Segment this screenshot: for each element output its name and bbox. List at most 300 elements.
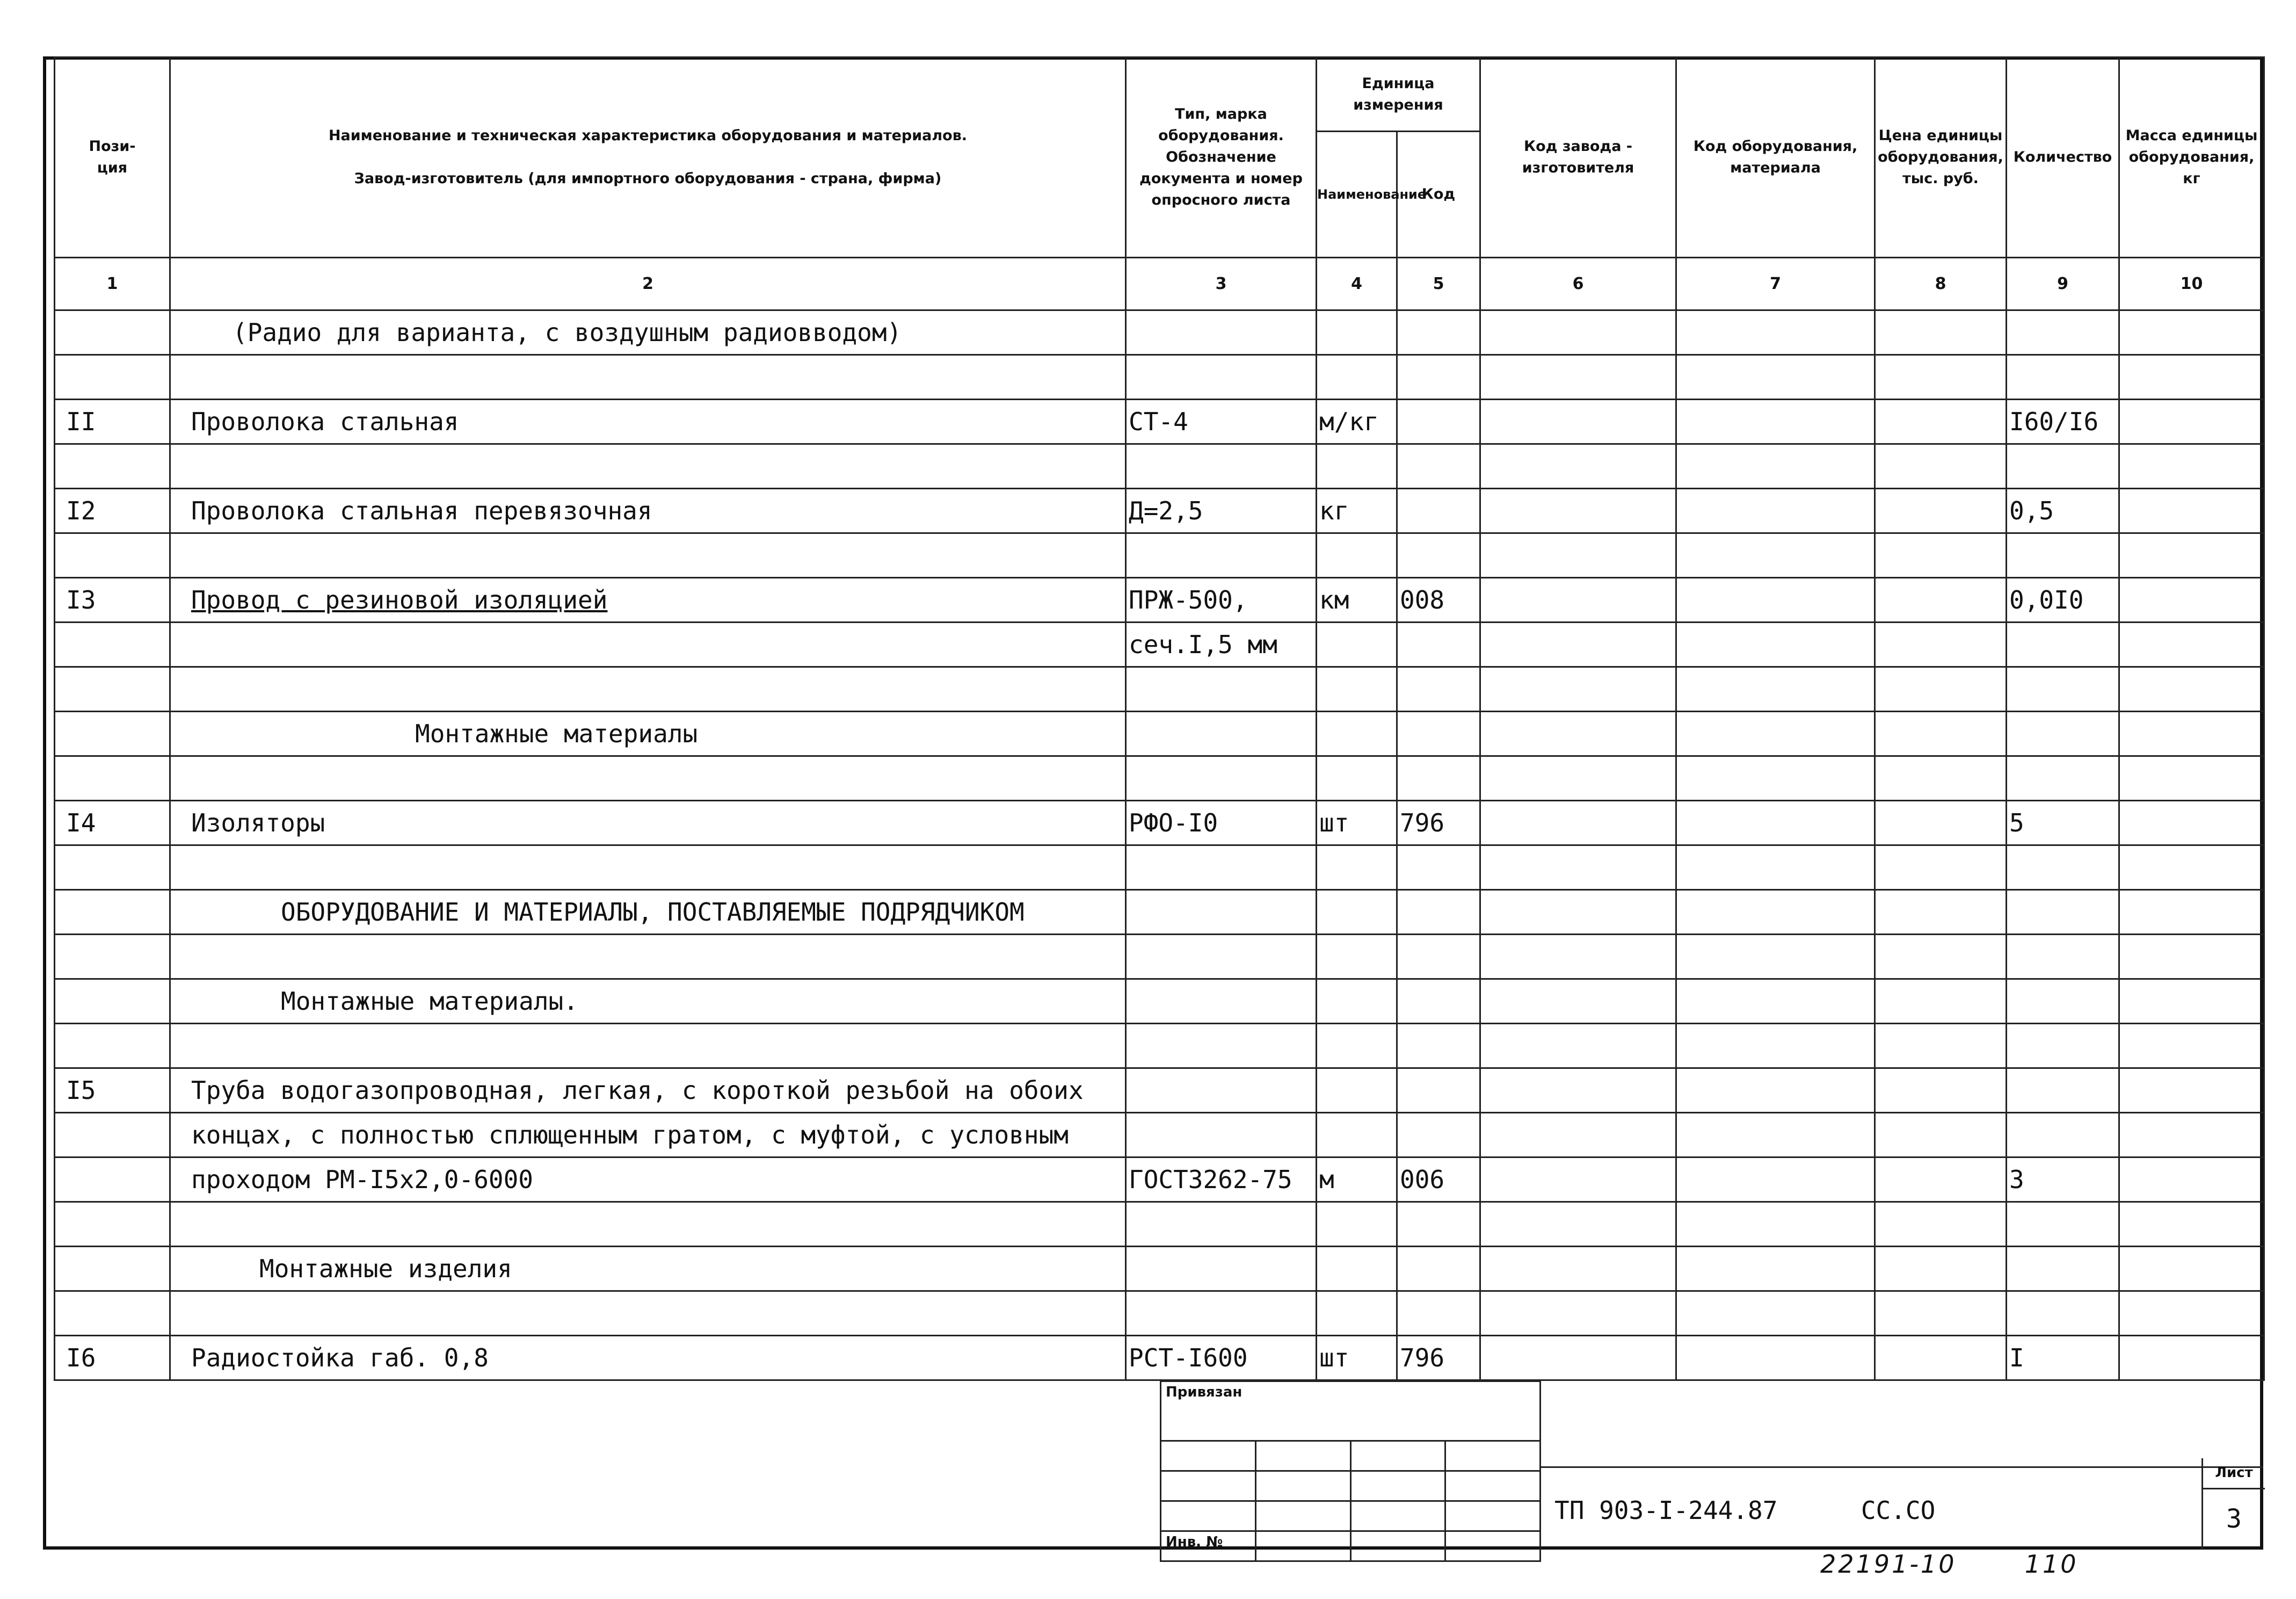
material-code-cell [1676, 979, 1875, 1024]
unit-cell [1317, 444, 1397, 489]
price-cell [1875, 1157, 2007, 1202]
table-row [55, 801, 2264, 845]
table-row [55, 623, 2264, 667]
material-code-cell [1676, 1157, 1875, 1202]
table-row [55, 1068, 2264, 1113]
price-cell [1875, 623, 2007, 667]
material-code-cell [1676, 1247, 1875, 1291]
unit-cell [1317, 890, 1397, 935]
material-code-cell [1676, 1068, 1875, 1113]
table-row [55, 1291, 2264, 1336]
table-row [55, 1024, 2264, 1068]
code-cell [1397, 1202, 1480, 1247]
table-row [55, 935, 2264, 979]
quantity-cell [2007, 845, 2119, 890]
unit-cell [1317, 935, 1397, 979]
type-cell [1126, 310, 1317, 355]
archive-note [1820, 1550, 2079, 1579]
position-cell [55, 1202, 170, 1247]
unit-cell [1317, 1113, 1397, 1157]
factory-code-cell [1480, 1202, 1676, 1247]
material-code-cell [1676, 355, 1875, 400]
material-code-cell [1676, 623, 1875, 667]
price-cell [1875, 890, 2007, 935]
header-mass: Масса единицы оборудования, кг [2119, 57, 2264, 258]
quantity-cell [2007, 1113, 2119, 1157]
header-material-code: Код оборудования, материала [1676, 57, 1875, 258]
price-cell [1875, 578, 2007, 623]
mass-cell [2119, 845, 2264, 890]
name-cell [170, 444, 1126, 489]
quantity-cell [2007, 310, 2119, 355]
table-row [55, 1336, 2264, 1380]
table-row [55, 1247, 2264, 1291]
quantity-cell [2007, 667, 2119, 712]
price-cell [1875, 667, 2007, 712]
price-cell [1875, 935, 2007, 979]
position-cell [55, 979, 170, 1024]
code-cell [1397, 310, 1480, 355]
name-cell [170, 1202, 1126, 1247]
mass-cell [2119, 1113, 2264, 1157]
material-code-cell [1676, 400, 1875, 444]
mass-cell [2119, 801, 2264, 845]
factory-code-cell [1480, 712, 1676, 756]
type-cell [1126, 667, 1317, 712]
table-row [55, 489, 2264, 533]
price-cell [1875, 489, 2007, 533]
code-cell [1397, 1068, 1480, 1113]
quantity-cell: 3 [2007, 1157, 2119, 1202]
position-cell [55, 444, 170, 489]
mass-cell [2119, 667, 2264, 712]
table-row [55, 400, 2264, 444]
price-cell [1875, 1113, 2007, 1157]
sheet-number: 3 [2226, 1504, 2242, 1534]
type-cell [1126, 890, 1317, 935]
code-cell [1397, 667, 1480, 712]
name-cell: Радиостойка габ. 0,8 [170, 1336, 1126, 1380]
type-cell: РФО-I0 [1126, 801, 1317, 845]
table-row [55, 756, 2264, 801]
factory-code-cell [1480, 1024, 1676, 1068]
type-cell: ГОСТ3262-75 [1126, 1157, 1317, 1202]
unit-cell [1317, 1247, 1397, 1291]
unit-cell [1317, 533, 1397, 578]
name-cell: проходом РМ-I5x2,0-6000 [170, 1157, 1126, 1202]
page-number: 110 [2024, 1550, 2079, 1579]
unit-cell: кг [1317, 489, 1397, 533]
name-cell: Монтажные изделия [170, 1247, 1126, 1291]
code-cell [1397, 1291, 1480, 1336]
type-cell [1126, 444, 1317, 489]
code-cell [1397, 400, 1480, 444]
table-row [55, 1157, 2264, 1202]
material-code-cell [1676, 756, 1875, 801]
quantity-cell [2007, 1068, 2119, 1113]
name-cell: Провод с резиновой изоляцией [170, 578, 1126, 623]
unit-cell: м [1317, 1157, 1397, 1202]
type-cell [1126, 756, 1317, 801]
type-cell [1126, 355, 1317, 400]
material-code-cell [1676, 801, 1875, 845]
code-cell [1397, 756, 1480, 801]
material-code-cell [1676, 310, 1875, 355]
factory-code-cell [1480, 845, 1676, 890]
position-cell: I6 [55, 1336, 170, 1380]
col-number: 6 [1480, 258, 1676, 310]
col-number: 1 [55, 258, 170, 310]
material-code-cell [1676, 1202, 1875, 1247]
price-cell [1875, 845, 2007, 890]
position-cell [55, 1157, 170, 1202]
type-cell [1126, 1024, 1317, 1068]
factory-code-cell [1480, 623, 1676, 667]
name-cell: (Радио для варианта, с воздушным радиовводом) [170, 310, 1126, 355]
sheet-box [2201, 1458, 2265, 1550]
price-cell [1875, 533, 2007, 578]
unit-cell [1317, 1291, 1397, 1336]
position-cell: I5 [55, 1068, 170, 1113]
factory-code-cell [1480, 667, 1676, 712]
mass-cell [2119, 355, 2264, 400]
factory-code-cell [1480, 979, 1676, 1024]
type-cell [1126, 1202, 1317, 1247]
name-cell: концах, с полностью сплющенным гратом, с муфтой, с условным [170, 1113, 1126, 1157]
position-cell: I3 [55, 578, 170, 623]
quantity-cell [2007, 1024, 2119, 1068]
mass-cell [2119, 935, 2264, 979]
position-cell [55, 1291, 170, 1336]
position-cell [55, 935, 170, 979]
type-cell [1126, 935, 1317, 979]
name-cell [170, 935, 1126, 979]
material-code-cell [1676, 935, 1875, 979]
name-cell [170, 756, 1126, 801]
header-name-line1: Наименование и техническая характеристика оборудования и материалов. [328, 127, 968, 144]
header-unit-name: Наименование [1317, 132, 1397, 258]
position-cell [55, 667, 170, 712]
price-cell [1875, 1336, 2007, 1380]
unit-cell: м/кг [1317, 400, 1397, 444]
position-cell [55, 355, 170, 400]
mass-cell [2119, 1068, 2264, 1113]
name-cell: Монтажные материалы [170, 712, 1126, 756]
position-cell [55, 845, 170, 890]
header-name-line2: Завод-изготовитель (для импортного оборудования - страна, фирма) [354, 170, 942, 187]
mass-cell [2119, 756, 2264, 801]
name-cell: ОБОРУДОВАНИЕ И МАТЕРИАЛЫ, ПОСТАВЛЯЕМЫЕ ПОДРЯДЧИКОМ [170, 890, 1126, 935]
factory-code-cell [1480, 1113, 1676, 1157]
price-cell [1875, 756, 2007, 801]
name-cell [170, 1291, 1126, 1336]
position-cell [55, 890, 170, 935]
material-code-cell [1676, 578, 1875, 623]
price-cell [1875, 1068, 2007, 1113]
quantity-cell [2007, 979, 2119, 1024]
material-code-cell [1676, 667, 1875, 712]
factory-code-cell [1480, 1157, 1676, 1202]
table-row [55, 667, 2264, 712]
type-cell [1126, 1247, 1317, 1291]
header-quantity: Количество [2007, 57, 2119, 258]
table-row [55, 310, 2264, 355]
material-code-cell [1676, 1024, 1875, 1068]
material-code-cell [1676, 1113, 1875, 1157]
table-row [55, 979, 2264, 1024]
table-row [55, 890, 2264, 935]
position-cell [55, 310, 170, 355]
material-code-cell [1676, 1291, 1875, 1336]
code-cell [1397, 890, 1480, 935]
mass-cell [2119, 979, 2264, 1024]
code-cell [1397, 533, 1480, 578]
price-cell [1875, 400, 2007, 444]
unit-cell [1317, 1068, 1397, 1113]
quantity-cell: I60/I6 [2007, 400, 2119, 444]
mass-cell [2119, 1247, 2264, 1291]
header-name [170, 57, 1126, 258]
position-cell: I4 [55, 801, 170, 845]
mass-cell [2119, 1291, 2264, 1336]
position-cell [55, 1024, 170, 1068]
factory-code-cell [1480, 1247, 1676, 1291]
col-number: 10 [2119, 258, 2264, 310]
mass-cell [2119, 400, 2264, 444]
unit-cell [1317, 1024, 1397, 1068]
code-cell [1397, 1024, 1480, 1068]
material-code-cell [1676, 845, 1875, 890]
code-cell [1397, 845, 1480, 890]
price-cell [1875, 1202, 2007, 1247]
unit-cell [1317, 712, 1397, 756]
name-cell [170, 667, 1126, 712]
mass-cell [2119, 890, 2264, 935]
price-cell [1875, 979, 2007, 1024]
factory-code-cell [1480, 935, 1676, 979]
unit-cell [1317, 310, 1397, 355]
mass-cell [2119, 1024, 2264, 1068]
type-cell [1126, 845, 1317, 890]
unit-cell [1317, 979, 1397, 1024]
archive-number: 22191-10 [1820, 1550, 1957, 1579]
col-number: 5 [1397, 258, 1480, 310]
factory-code-cell [1480, 533, 1676, 578]
material-code-cell [1676, 712, 1875, 756]
header-unit-group: Единица измерения [1317, 57, 1480, 132]
table-row [55, 578, 2264, 623]
table-row [55, 444, 2264, 489]
material-code-cell [1676, 444, 1875, 489]
quantity-cell [2007, 1291, 2119, 1336]
name-cell: Монтажные материалы. [170, 979, 1126, 1024]
specification-table [54, 56, 2265, 1381]
unit-cell: км [1317, 578, 1397, 623]
mass-cell [2119, 533, 2264, 578]
quantity-cell [2007, 712, 2119, 756]
mass-cell [2119, 712, 2264, 756]
factory-code-cell [1480, 444, 1676, 489]
position-cell [55, 623, 170, 667]
unit-cell [1317, 623, 1397, 667]
col-number: 9 [2007, 258, 2119, 310]
type-cell: сеч.I,5 мм [1126, 623, 1317, 667]
title-block-code [1554, 1496, 1935, 1525]
code-cell: 008 [1397, 578, 1480, 623]
mass-cell [2119, 1157, 2264, 1202]
factory-code-cell [1480, 489, 1676, 533]
price-cell [1875, 1247, 2007, 1291]
code-cell [1397, 355, 1480, 400]
table-row [55, 845, 2264, 890]
quantity-cell [2007, 355, 2119, 400]
unit-cell: шт [1317, 801, 1397, 845]
name-cell [170, 533, 1126, 578]
quantity-cell: 0,5 [2007, 489, 2119, 533]
name-cell: Изоляторы [170, 801, 1126, 845]
table-row [55, 533, 2264, 578]
material-code-cell [1676, 1336, 1875, 1380]
name-cell [170, 1024, 1126, 1068]
code-cell [1397, 712, 1480, 756]
title-block-divider [1541, 1466, 2263, 1468]
name-cell [170, 845, 1126, 890]
code-cell [1397, 623, 1480, 667]
position-cell: I2 [55, 489, 170, 533]
mass-cell [2119, 623, 2264, 667]
unit-cell [1317, 355, 1397, 400]
mass-cell [2119, 1202, 2264, 1247]
table-row [55, 712, 2264, 756]
factory-code-cell [1480, 1336, 1676, 1380]
sheet-label: Лист [2203, 1458, 2265, 1489]
mass-cell [2119, 489, 2264, 533]
specification-body [55, 310, 2264, 1380]
position-cell [55, 533, 170, 578]
quantity-cell: 5 [2007, 801, 2119, 845]
material-code-cell [1676, 890, 1875, 935]
mass-cell [2119, 444, 2264, 489]
unit-cell [1317, 756, 1397, 801]
type-cell [1126, 1068, 1317, 1113]
material-code-cell [1676, 489, 1875, 533]
mass-cell [2119, 578, 2264, 623]
quantity-cell: I [2007, 1336, 2119, 1380]
header-position: Пози- ция [55, 57, 170, 258]
code-cell: 006 [1397, 1157, 1480, 1202]
type-cell [1126, 1291, 1317, 1336]
price-cell [1875, 355, 2007, 400]
unit-cell [1317, 1202, 1397, 1247]
quantity-cell [2007, 533, 2119, 578]
stamp-bound-label: Привязан [1161, 1381, 1541, 1441]
name-cell: Проволока стальная перевязочная [170, 489, 1126, 533]
factory-code-cell [1480, 355, 1676, 400]
unit-cell [1317, 845, 1397, 890]
material-code-cell [1676, 533, 1875, 578]
price-cell [1875, 310, 2007, 355]
code-cell [1397, 1247, 1480, 1291]
column-numbers-row [55, 258, 2264, 310]
binding-stamp [1160, 1380, 1541, 1550]
type-cell [1126, 533, 1317, 578]
type-cell: ПРЖ-500, [1126, 578, 1317, 623]
name-cell: Проволока стальная [170, 400, 1126, 444]
code-cell [1397, 935, 1480, 979]
header-row [55, 57, 2264, 132]
factory-code-cell [1480, 310, 1676, 355]
name-cell [170, 623, 1126, 667]
name-cell: Труба водогазопроводная, легкая, с короткой резьбой на обоих [170, 1068, 1126, 1113]
type-cell: СТ-4 [1126, 400, 1317, 444]
factory-code-cell [1480, 1068, 1676, 1113]
col-number: 4 [1317, 258, 1397, 310]
code-cell [1397, 489, 1480, 533]
position-cell: II [55, 400, 170, 444]
col-number: 7 [1676, 258, 1875, 310]
quantity-cell [2007, 1247, 2119, 1291]
position-cell [55, 1113, 170, 1157]
code-cell [1397, 979, 1480, 1024]
unit-cell: шт [1317, 1336, 1397, 1380]
price-cell [1875, 1291, 2007, 1336]
name-cell [170, 355, 1126, 400]
quantity-cell [2007, 623, 2119, 667]
quantity-cell [2007, 890, 2119, 935]
position-cell [55, 1247, 170, 1291]
code-cell: 796 [1397, 1336, 1480, 1380]
table-row [55, 1202, 2264, 1247]
header-price: Цена единицы оборудования, тыс. руб. [1875, 57, 2007, 258]
stamp-inv-label: Инв. № [1161, 1531, 1256, 1561]
position-cell [55, 712, 170, 756]
price-cell [1875, 712, 2007, 756]
factory-code-cell [1480, 400, 1676, 444]
type-cell [1126, 712, 1317, 756]
factory-code-cell [1480, 578, 1676, 623]
factory-code-cell [1480, 890, 1676, 935]
document-suffix: СС.СО [1861, 1496, 1936, 1525]
header-type: Тип, марка оборудования. Обозначение документа и номер опросного листа [1126, 57, 1317, 258]
quantity-cell [2007, 935, 2119, 979]
factory-code-cell [1480, 1291, 1676, 1336]
quantity-cell: 0,0I0 [2007, 578, 2119, 623]
table-row [55, 355, 2264, 400]
code-cell [1397, 1113, 1480, 1157]
position-cell [55, 756, 170, 801]
type-cell: РСТ-I600 [1126, 1336, 1317, 1380]
quantity-cell [2007, 756, 2119, 801]
quantity-cell [2007, 444, 2119, 489]
col-number: 2 [170, 258, 1126, 310]
header-unit-code: Код [1397, 132, 1480, 258]
price-cell [1875, 801, 2007, 845]
table-row [55, 1113, 2264, 1157]
mass-cell [2119, 1336, 2264, 1380]
quantity-cell [2007, 1202, 2119, 1247]
code-cell: 796 [1397, 801, 1480, 845]
price-cell [1875, 1024, 2007, 1068]
col-number: 3 [1126, 258, 1317, 310]
col-number: 8 [1875, 258, 2007, 310]
mass-cell [2119, 310, 2264, 355]
factory-code-cell [1480, 756, 1676, 801]
code-cell [1397, 444, 1480, 489]
type-cell [1126, 1113, 1317, 1157]
document-code: ТП 903-I-244.87 [1554, 1496, 1778, 1525]
header-factory-code: Код завода - изготовителя [1480, 57, 1676, 258]
factory-code-cell [1480, 801, 1676, 845]
